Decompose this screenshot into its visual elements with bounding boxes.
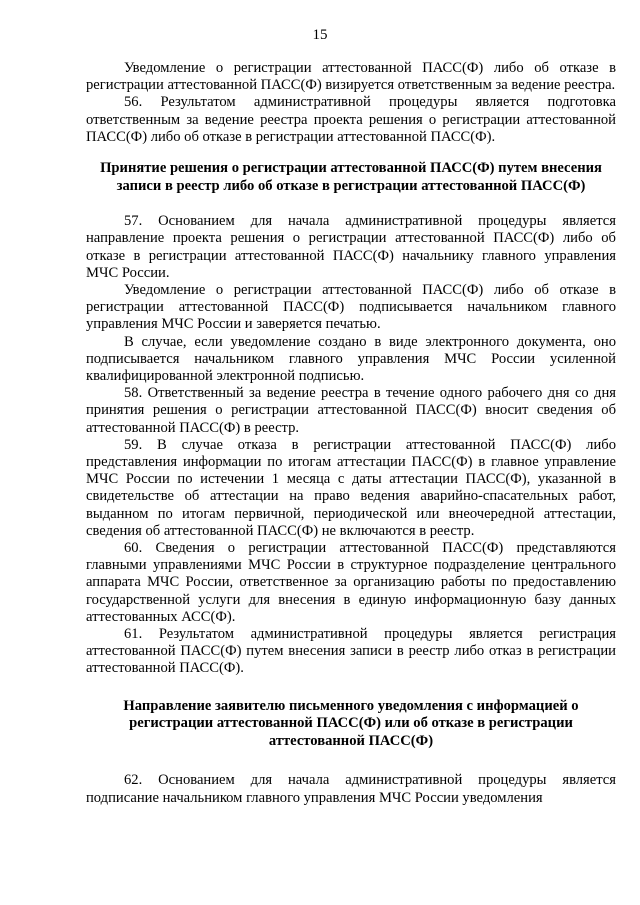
- paragraph: В случае, если уведомление создано в виде электронного документа, оно подписывается начальником главного управления МЧС России усиленной квалифицированной электронной подписью.: [86, 333, 616, 385]
- section-heading-notification: Направление заявителю письменного уведомления с информацией о регистрации аттестованной ПАСС(Ф) или об отказе в регистрации аттестованной ПАСС(Ф): [123, 697, 579, 749]
- page-number: 15: [312, 27, 328, 43]
- paragraph-57: 57. Основанием для начала административной процедуры является направление проекта решения о регистрации аттестованной ПАСС(Ф) либо об отказе в регистрации аттестованной ПАСС(Ф) начальнику главного управления МЧС России.: [86, 213, 616, 281]
- paragraph-58: 58. Ответственный за ведение реестра в течение одного рабочего дня со дня принятия решения о регистрации аттестованной ПАСС(Ф) вносит сведения об аттестованной ПАСС(Ф) в реестр.: [86, 385, 616, 436]
- paragraph-62: 62. Основанием для начала административной процедуры является подписание начальником главного управления МЧС России уведомления: [86, 772, 616, 806]
- paragraph-60: 60. Сведения о регистрации аттестованной ПАСС(Ф) представляются главными управлениями МЧС России в структурное подразделение центрального аппарата МЧС России, ответственное за организацию работы по предоставлению государственной услуги для внесения в единую информационную базу данных аттестованных АСС(Ф).: [86, 540, 616, 625]
- paragraph: Уведомление о регистрации аттестованной ПАСС(Ф) либо об отказе в регистрации аттестованной ПАСС(Ф) визируется ответственным за ведение реестра.: [86, 60, 616, 94]
- paragraph-56: 56. Результатом административной процедуры является подготовка ответственным за ведение реестра проекта решения о регистрации аттестованной ПАСС(Ф) либо об отказе в регистрации аттестованной ПАСС(Ф).: [86, 94, 616, 145]
- paragraph-59: 59. В случае отказа в регистрации аттестованной ПАСС(Ф) либо представления информации по итогам аттестации ПАСС(Ф) в главное управление МЧС России по истечении 1 месяца с даты аттестации ПАСС(Ф), указанной в свидетельстве об аттестации на право ведения аварийно-спасательных работ, выданном по итогам первичной, периодической или внеочередной аттестации, сведения об аттестованной ПАСС(Ф) не включаются в реестр.: [86, 436, 616, 539]
- page-content: [86, 60, 616, 807]
- paragraph-61: 61. Результатом административной процедуры является регистрация аттестованной ПАСС(Ф) путем внесения записи в реестр либо отказ в регистрации аттестованной ПАСС(Ф).: [86, 626, 616, 677]
- paragraph: Уведомление о регистрации аттестованной ПАСС(Ф) либо об отказе в регистрации аттестованной ПАСС(Ф) подписывается начальником главного управления МЧС России и заверяется печатью.: [86, 282, 616, 333]
- section-heading-registration-decision: Принятие решения о регистрации аттестованной ПАСС(Ф) путем внесения записи в реестр либо об отказе в регистрации аттестованной ПАСС(Ф): [100, 160, 602, 194]
